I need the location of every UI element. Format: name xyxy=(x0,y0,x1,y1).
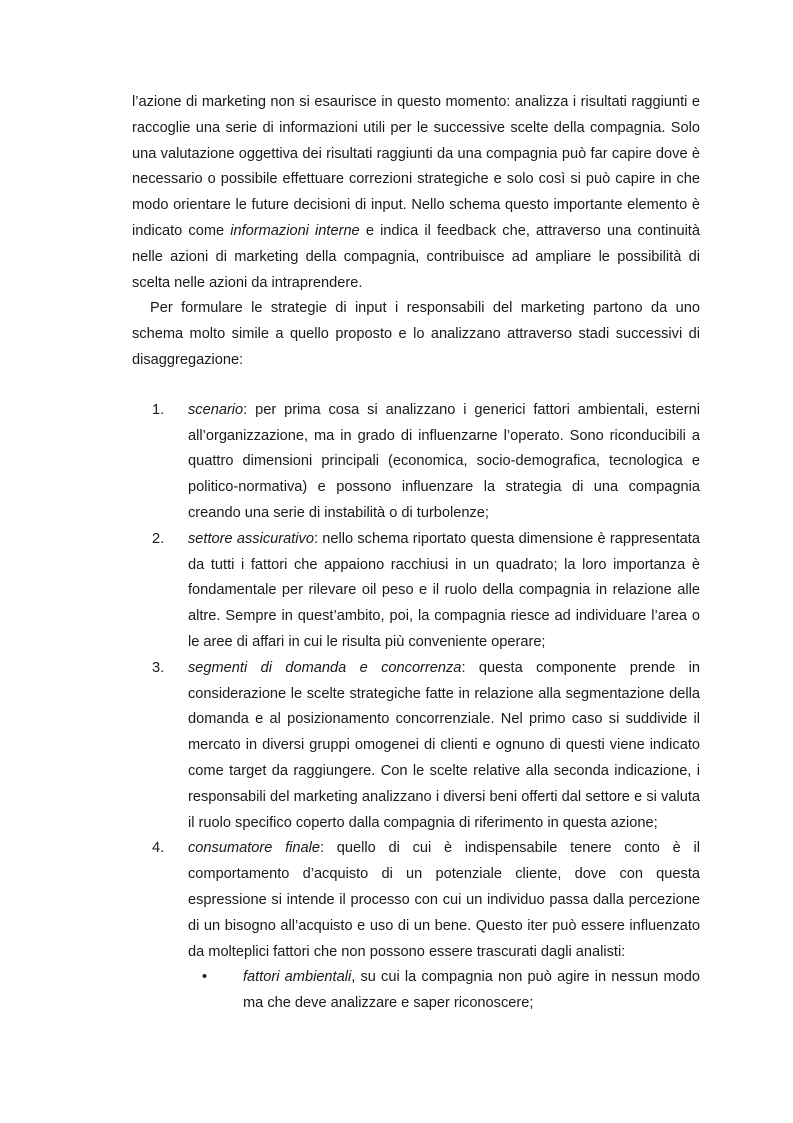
list-term: scenario xyxy=(188,401,244,418)
paragraph-text: l’azione di marketing non si esaurisce in questo momento: analizza i risultati raggiunti e raccoglie una serie di informazioni utili per le successive scelte della compagnia. Solo una valutazione oggettiva dei risultati raggiunti da una compagnia può far capire dove è necessario o possibile effettuare correzioni strategiche e solo così si può capire in che modo orientare le future decisioni di input. Nello schema questo importante elemento è indicato come xyxy=(132,94,700,239)
list-term: settore assicurativo xyxy=(188,530,314,547)
list-term: consumatore finale xyxy=(188,840,320,857)
bullet-term: fattori ambientali xyxy=(243,969,352,986)
paragraph-strategies: Per formulare le strategie di input i responsabili del marketing partono da uno schema molto simile a quello proposto e lo analizzano attraverso stadi successivi di disaggregazione: xyxy=(132,300,700,368)
bullet-text: , su cui la compagnia non può agire in nessun modo ma che deve analizzare e saper riconoscere; xyxy=(243,969,700,1012)
document-page xyxy=(132,90,700,1017)
list-item xyxy=(132,527,700,656)
bullet-item xyxy=(188,965,700,1017)
list-item xyxy=(132,398,700,527)
emphasis-term: informazioni interne xyxy=(230,222,360,239)
list-text: : nello schema riportato questa dimensione è rappresentata da tutti i fattori che appaiono racchiusi in un quadrato; la loro importanza è fondamentale per rilevare oil peso e il ruolo della compagnia in relazione alle altre. Sempre in quest’ambito, poi, la compagnia riesce ad individuare l’area o le aree di affari in cui le risulta più conveniente operare; xyxy=(188,530,700,650)
list-number: 4. xyxy=(152,840,165,857)
bullet-marker: • xyxy=(202,969,208,986)
paragraph-feedback xyxy=(132,90,700,296)
list-number: 2. xyxy=(152,530,165,547)
numbered-list xyxy=(132,398,700,1017)
list-text: : questa componente prende in considerazione le scelte strategiche fatte in relazione alla segmentazione della domanda e al posizionamento concorrenziale. Nel primo caso si suddivide il mercato in diversi gruppi omogenei di clienti e ognuno di questi viene indicato come target da raggiungere. Con le scelte relative alla seconda indicazione, i responsabili del marketing analizzano i diversi beni offerti dal settore e si valuta il ruolo specifico coperto dalla compagnia di riferimento in questa azione; xyxy=(188,659,701,831)
list-number: 1. xyxy=(152,401,165,418)
list-text: : quello di cui è indispensabile tenere conto è il comportamento d’acquisto di un potenziale cliente, dove con questa espressione si intende il processo con cui un individuo passa dalla percezione di un bisogno all’acquisto e uso di un bene. Questo iter può essere influenzato da molteplici fattori che non possono essere trascurati dagli analisti: xyxy=(188,840,700,960)
list-term: segmenti di domanda e concorrenza xyxy=(188,659,462,676)
list-item xyxy=(132,656,700,837)
paragraph-text: e indica il feedback che, attraverso una continuità nelle azioni di marketing della compagnia, contribuisce ad ampliare le possibilità di scelta nelle azioni da intraprendere. xyxy=(132,222,700,291)
list-number: 3. xyxy=(152,659,165,676)
list-text: : per prima cosa si analizzano i generici fattori ambientali, esterni all’organizzazione, ma in grado di influenzarne l’operato. Sono riconducibili a quattro dimensioni principali (economica, socio-demografica, tecnologica e politico-normativa) e possono influenzare la strategia di una compagnia creando una serie di instabilità o di turbolenze; xyxy=(188,401,700,521)
bullet-list xyxy=(188,965,700,1017)
list-item xyxy=(132,836,700,1017)
